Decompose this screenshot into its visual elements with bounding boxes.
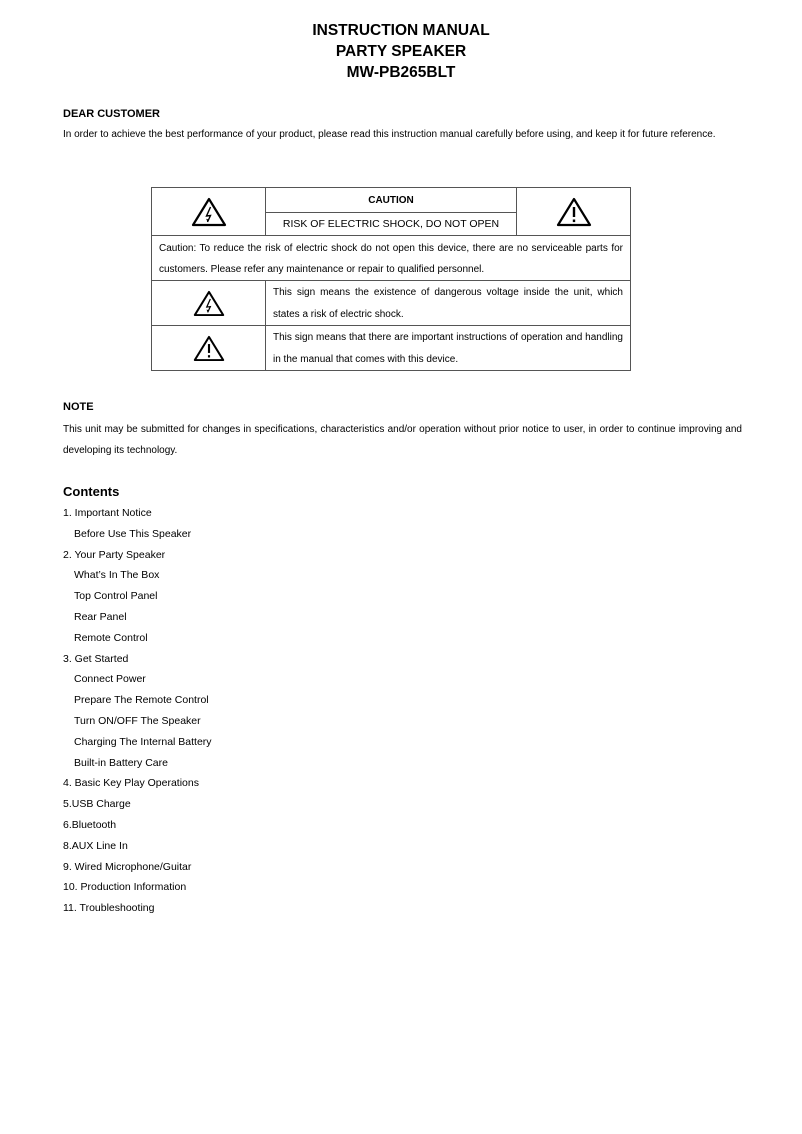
title-line-1: INSTRUCTION MANUAL [312, 22, 490, 39]
contents-subitem: Turn ON/OFF The Speaker [74, 714, 201, 727]
exclamation-warning-icon [556, 197, 592, 227]
lightning-warning-icon [191, 197, 227, 227]
title-line-2: PARTY SPEAKER [335, 43, 467, 60]
caution-lightning-cell [152, 188, 266, 236]
contents-subitem: What’s In The Box [74, 569, 160, 582]
caution-table [151, 187, 631, 371]
caution-subheading: RISK OF ELECTRIC SHOCK, DO NOT OPEN [266, 213, 517, 236]
note-heading: NOTE [63, 401, 94, 413]
contents-subitem: Rear Panel [74, 610, 127, 623]
contents-subitem: Charging The Internal Battery [74, 735, 212, 748]
caution-heading: CAUTION [266, 188, 517, 213]
sign-1-description: This sign means the existence of dangerous voltage inside the unit, which states a risk of electric shock. [266, 281, 631, 326]
contents-item: 10. Production Information [63, 881, 187, 894]
dear-customer-text: In order to achieve the best performance of your product, please read this instruction manual carefully before using, and keep it for future reference. [63, 129, 716, 140]
caution-exclamation-cell [517, 188, 631, 236]
contents-item: 1. Important Notice [63, 507, 152, 519]
contents-list [63, 503, 212, 919]
lightning-warning-icon [193, 290, 225, 317]
sign-1-icon-cell [152, 281, 266, 326]
caution-body-text: Caution: To reduce the risk of electric shock do not open this device, there are no serviceable parts for customers. Please refer any maintenance or repair to qualified personnel. [152, 236, 631, 281]
contents-item: 11. Troubleshooting [63, 902, 155, 915]
contents-item: 4. Basic Key Play Operations [63, 777, 199, 790]
contents-heading: Contents [63, 484, 120, 499]
title-line-3: MW-PB265BLT [346, 64, 456, 81]
sign-2-icon-cell [152, 326, 266, 371]
contents-item: 2. Your Party Speaker [63, 548, 166, 561]
note-text: This unit may be submitted for changes in specifications, characteristics and/or operation without prior notice to user, in order to continue improving and developing its technology. [63, 424, 742, 456]
document-title [0, 20, 802, 83]
contents-subitem: Connect Power [74, 673, 146, 686]
sign-2-description: This sign means that there are important instructions of operation and handling in the manual that comes with this device. [266, 326, 631, 371]
contents-subitem: Top Control Panel [74, 590, 158, 603]
exclamation-warning-icon [193, 335, 225, 362]
contents-subitem: Built-in Battery Care [74, 756, 168, 769]
contents-subitem: Remote Control [74, 631, 148, 644]
contents-item: 8.AUX Line In [63, 839, 128, 852]
contents-item: 6.Bluetooth [63, 818, 117, 831]
contents-item: 9. Wired Microphone/Guitar [63, 860, 192, 873]
contents-subitem: Before Use This Speaker [74, 527, 192, 540]
contents-item: 5.USB Charge [63, 798, 131, 811]
contents-subitem: Prepare The Remote Control [74, 694, 209, 707]
contents-item: 3. Get Started [63, 652, 129, 665]
dear-customer-heading: DEAR CUSTOMER [63, 108, 160, 120]
